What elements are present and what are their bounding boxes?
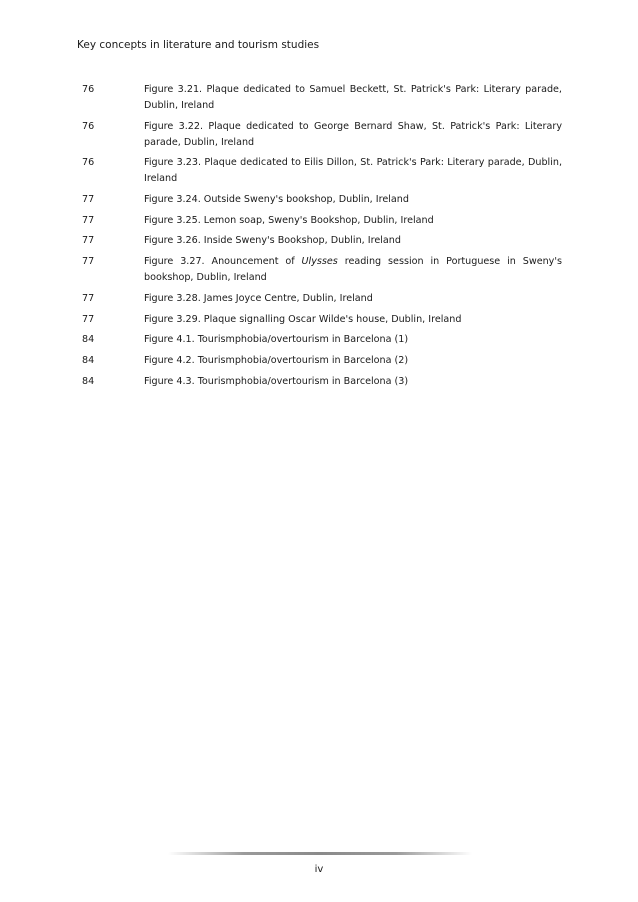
page-number: iv [314, 864, 324, 875]
figure-entry [82, 332, 562, 348]
page-reference: 84 [82, 334, 95, 346]
caption-text: Figure 3.27. Anouncement of [144, 256, 302, 268]
page-reference: 84 [82, 375, 95, 387]
page-reference: 77 [82, 235, 95, 247]
page-reference: 76 [82, 157, 95, 169]
page-reference: 84 [82, 354, 95, 366]
figure-caption: Figure 3.29. Plaque signalling Oscar Wilde's house, Dublin, Ireland [144, 313, 462, 325]
page-reference: 77 [82, 313, 95, 325]
figure-caption [144, 254, 562, 286]
figure-caption: Figure 3.23. Plaque dedicated to Eilis Dillon, St. Patrick's Park: Literary parade, Dublin, Ireland [144, 157, 562, 185]
caption-text: reading session in Portuguese in Sweny's bookshop, Dublin, Ireland [144, 256, 562, 284]
page-reference: 77 [82, 256, 95, 268]
figure-caption: Figure 3.24. Outside Sweny's bookshop, Dublin, Ireland [144, 194, 409, 206]
page-reference: 77 [82, 194, 95, 206]
figure-entry [82, 155, 562, 187]
figure-entry [82, 291, 562, 307]
list-of-figures [82, 82, 562, 394]
book-title: Ulysses [301, 256, 338, 268]
figure-entry [82, 233, 562, 249]
figure-entry [82, 82, 562, 114]
figure-entry [82, 374, 562, 390]
figure-caption: Figure 3.21. Plaque dedicated to Samuel Beckett, St. Patrick's Park: Literary parade, Dublin, Ireland [144, 84, 562, 111]
figure-entry [82, 353, 562, 369]
figure-caption: Figure 3.22. Plaque dedicated to George Bernard Shaw, St. Patrick's Park: Literary parade, Dublin, Ireland [144, 120, 562, 148]
figure-entry [82, 119, 562, 151]
page-reference: 76 [82, 120, 95, 132]
figure-entry [82, 213, 562, 229]
figure-entry [82, 254, 562, 286]
running-header: Key concepts in literature and tourism studies [77, 39, 320, 51]
figure-caption: Figure 4.3. Tourismphobia/overtourism in Barcelona (3) [144, 375, 409, 387]
figure-entry [82, 192, 562, 208]
figure-caption: Figure 4.1. Tourismphobia/overtourism in Barcelona (1) [144, 334, 409, 346]
page-reference: 76 [82, 84, 95, 95]
figure-caption: Figure 3.26. Inside Sweny's Bookshop, Dublin, Ireland [144, 235, 401, 247]
page-reference: 77 [82, 292, 95, 304]
figure-caption: Figure 3.28. James Joyce Centre, Dublin, Ireland [144, 292, 373, 304]
figure-entry [82, 312, 562, 328]
figure-caption: Figure 4.2. Tourismphobia/overtourism in Barcelona (2) [144, 354, 409, 366]
figure-caption: Figure 3.25. Lemon soap, Sweny's Bookshop, Dublin, Ireland [144, 214, 434, 226]
footer-divider [168, 852, 472, 855]
page-reference: 77 [82, 214, 95, 226]
